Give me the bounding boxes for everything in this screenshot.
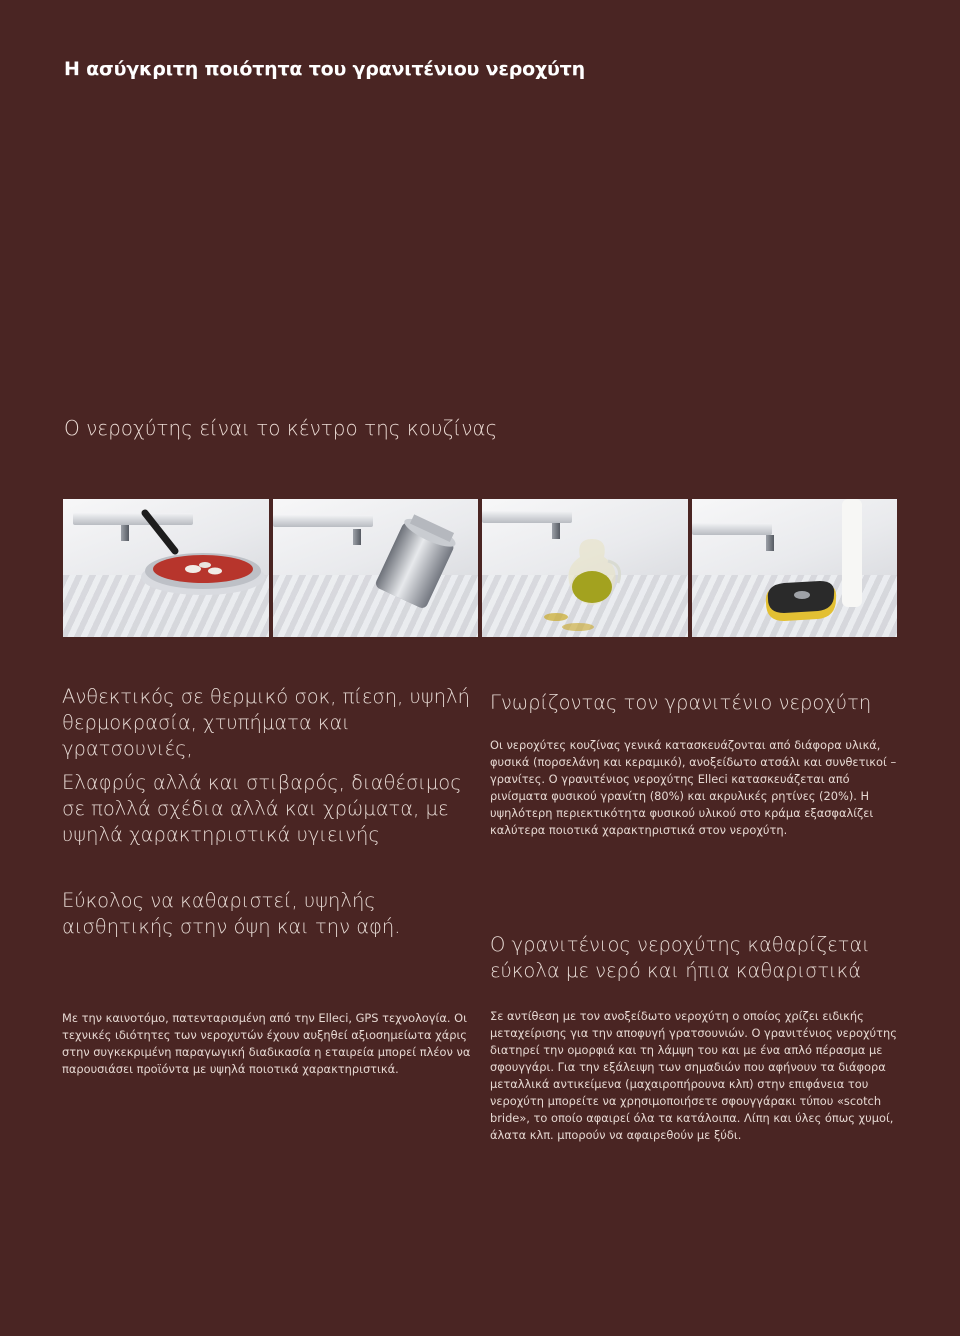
oil-jug-icon bbox=[482, 499, 686, 637]
image-sponge bbox=[692, 499, 898, 637]
right-body-text-1: Οι νεροχύτες κουζίνας γενικά κατασκευάζονται από διάφορα υλικά, φυσικά (πορσελάνη και κεραμικό), ανοξείδωτο ατσάλι και συνθετικοί – γρανίτες. Ο γρανιτένιος νεροχύτης Elleci κατασκευάζεται από ρινίσματα φυσικού γρανίτη (80%) και ακρυλικές ρητίνες (20%). Η υψηλότερη περιεκτικότητα φυσικού υλικού στο κράμα εξασφαλίζει καλύτερα ποιοτικά χαρακτηριστικά στον νεροχύτη. bbox=[490, 738, 897, 837]
image-olive-oil-jug bbox=[482, 499, 688, 637]
frying-pan-icon bbox=[63, 499, 267, 637]
section-heading-cleaning: Ο γρανιτένιος νεροχύτης καθαρίζεται εύκολα με νερό και ήπια καθαριστικά bbox=[490, 933, 870, 982]
feature-heading-light: Ελαφρύς αλλά και στιβαρός, διαθέσιμος σε πολλά σχέδια αλλά και χρώματα, με υψηλά χαρακτηριστικά υγιεινής bbox=[62, 771, 462, 846]
feature-heading-resistant: Ανθεκτικός σε θερμικό σοκ, πίεση, υψηλή θερμοκρασία, χτυπήματα και γρατσουνιές, bbox=[62, 685, 470, 760]
section-heading-knowing: Γνωρίζοντας τον γρανιτένιο νεροχύτη bbox=[490, 691, 872, 714]
sponge-icon bbox=[692, 499, 896, 637]
product-image-strip bbox=[63, 499, 897, 637]
canister-icon bbox=[273, 499, 477, 637]
image-metal-canister bbox=[273, 499, 479, 637]
page-subtitle: Ο νεροχύτης είναι το κέντρο της κουζίνας bbox=[64, 416, 498, 440]
feature-heading-easy-clean: Εύκολος να καθαριστεί, υψηλής αισθητικής στην όψη και την αφή. bbox=[62, 889, 401, 938]
page-title: Η ασύγκριτη ποιότητα του γρανιτένιου νεροχύτη bbox=[64, 58, 585, 80]
left-body-text: Με την καινοτόμο, πατενταρισμένη από την Elleci, GPS τεχνολογία. Οι τεχνικές ιδιότητες των νεροχυτών έχουν αυξηθεί αξιοσημείωτα χάρις στην συγκεκριμένη παραγωγική διαδικασία η εταιρεία μπορεί πλέον να παρουσιάσει προϊόντα με υψηλά ποιοτικά χαρακτηριστικά. bbox=[62, 1011, 471, 1076]
right-body-text-2: Σε αντίθεση με τον ανοξείδωτο νεροχύτη ο οποίος χρίζει ειδικής μεταχείρισης για την αποφυγή γρατσουνιών. Ο γρανιτένιος νεροχύτης διατηρεί την ομορφιά και τη λάμψη του και με ένα απλό πέρασμα με σφουγγάρι. Για την εξάλειψη των σημαδιών που αφήνουν τα διάφορα μεταλλικά αντικείμενα (μαχαιροπήρουνα κλπ) στην επιφάνεια του νεροχύτη μπορείτε να χρησιμοποιήσετε σφουγγάρακι τύπου «scotch bride», το οποίο αφαιρεί όλα τα κατάλοιπα. Λίπη και ύλες όπως χυμοί, άλατα κλπ. μπορούν να αφαιρεθούν με ξύδι. bbox=[490, 1009, 897, 1142]
image-frying-pan bbox=[63, 499, 269, 637]
